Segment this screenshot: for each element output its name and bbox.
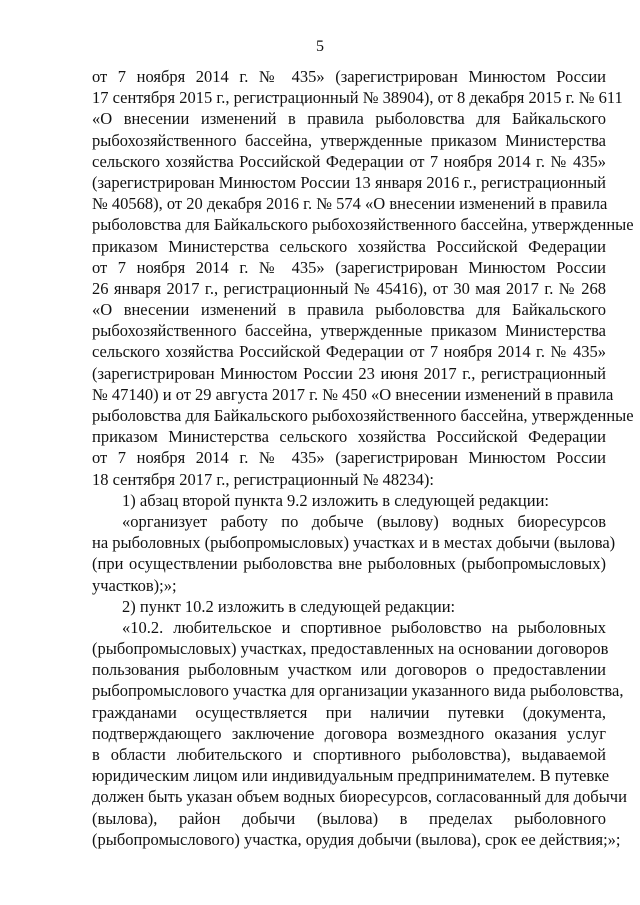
text-line: (вылова), район добычи (вылова) в пределах рыболовного xyxy=(92,808,606,828)
text-line: на рыболовных (рыбопромысловых) участках и в местах добычи (вылова) xyxy=(92,533,616,553)
text-line: от 7 ноября 2014 г. № 435» (зарегистрирован Минюстом России xyxy=(92,448,606,468)
text-line: (рыбопромыслового) участка, орудия добычи (вылова), срок ее действия;»; xyxy=(92,829,621,849)
text-line: от 7 ноября 2014 г. № 435» (зарегистрирован Минюстом России xyxy=(92,67,606,86)
text-line: 17 сентября 2015 г., регистрационный № 38904), от 8 декабря 2015 г. № 611 xyxy=(92,88,623,108)
text-line: сельского хозяйства Российской Федерации от 7 ноября 2014 г. № 435» xyxy=(92,151,606,171)
text-line: рыбопромыслового участка для организации указанного вида рыболовства, xyxy=(92,681,624,701)
text-line: 26 января 2017 г., регистрационный № 45416), от 30 мая 2017 г. № 268 xyxy=(92,278,606,298)
text-line: «О внесении изменений в правила рыболовства для Байкальского xyxy=(92,109,606,129)
text-line: гражданами осуществляется при наличии путевки (документа, xyxy=(92,702,606,722)
text-line: приказом Министерства сельского хозяйства Российской Федерации xyxy=(92,427,606,447)
page-number: 5 xyxy=(316,38,324,55)
text-line: 1) абзац второй пункта 9.2 изложить в следующей редакции: xyxy=(122,490,549,510)
text-line: № 40568), от 20 декабря 2016 г. № 574 «О внесении изменений в правила xyxy=(92,194,608,214)
document-body xyxy=(92,66,634,850)
text-line: рыболовства для Байкальского рыбохозяйственного бассейна, утвержденные xyxy=(92,406,634,425)
text-line: подтверждающего заключение договора возмездного оказания услуг xyxy=(92,723,606,743)
text-line: 2) пункт 10.2 изложить в следующей редакции: xyxy=(122,596,456,616)
text-line: «10.2. любительское и спортивное рыболовство на рыболовных xyxy=(122,617,606,637)
text-line: рыбохозяйственного бассейна, утвержденные приказом Министерства xyxy=(92,130,606,150)
text-line: (при осуществлении рыболовства вне рыболовных (рыбопромысловых) xyxy=(92,554,606,574)
text-line: от 7 ноября 2014 г. № 435» (зарегистрирован Минюстом России xyxy=(92,257,606,277)
text-line: «О внесении изменений в правила рыболовства для Байкальского xyxy=(92,300,606,320)
text-line: сельского хозяйства Российской Федерации от 7 ноября 2014 г. № 435» xyxy=(92,342,606,362)
text-line: № 47140) и от 29 августа 2017 г. № 450 «О внесении изменений в правила xyxy=(92,384,614,404)
text-line: рыболовства для Байкальского рыбохозяйственного бассейна, утвержденные xyxy=(92,215,634,235)
text-line: юридическим лицом или индивидуальным предпринимателем. В путевке xyxy=(92,766,610,786)
text-line: приказом Министерства сельского хозяйства Российской Федерации xyxy=(92,236,606,256)
text-line: участков);»; xyxy=(92,575,177,595)
text-line: (зарегистрирован Минюстом России 13 января 2016 г., регистрационный xyxy=(92,172,606,192)
text-line: (рыбопромысловых) участках, предоставленных на основании договоров xyxy=(92,639,609,659)
text-line: (зарегистрирован Минюстом России 23 июня 2017 г., регистрационный xyxy=(92,363,606,383)
text-line: должен быть указан объем водных биоресурсов, согласованный для добычи xyxy=(92,787,627,807)
text-line: рыбохозяйственного бассейна, утвержденные приказом Министерства xyxy=(92,321,606,341)
text-line: «организует работу по добыче (вылову) водных биоресурсов xyxy=(122,511,606,531)
text-line: 18 сентября 2017 г., регистрационный № 48234): xyxy=(92,469,434,489)
text-line: в области любительского и спортивного рыболовства), выдаваемой xyxy=(92,745,606,764)
text-line: пользования рыболовным участком или договоров о предоставлении xyxy=(92,660,606,680)
